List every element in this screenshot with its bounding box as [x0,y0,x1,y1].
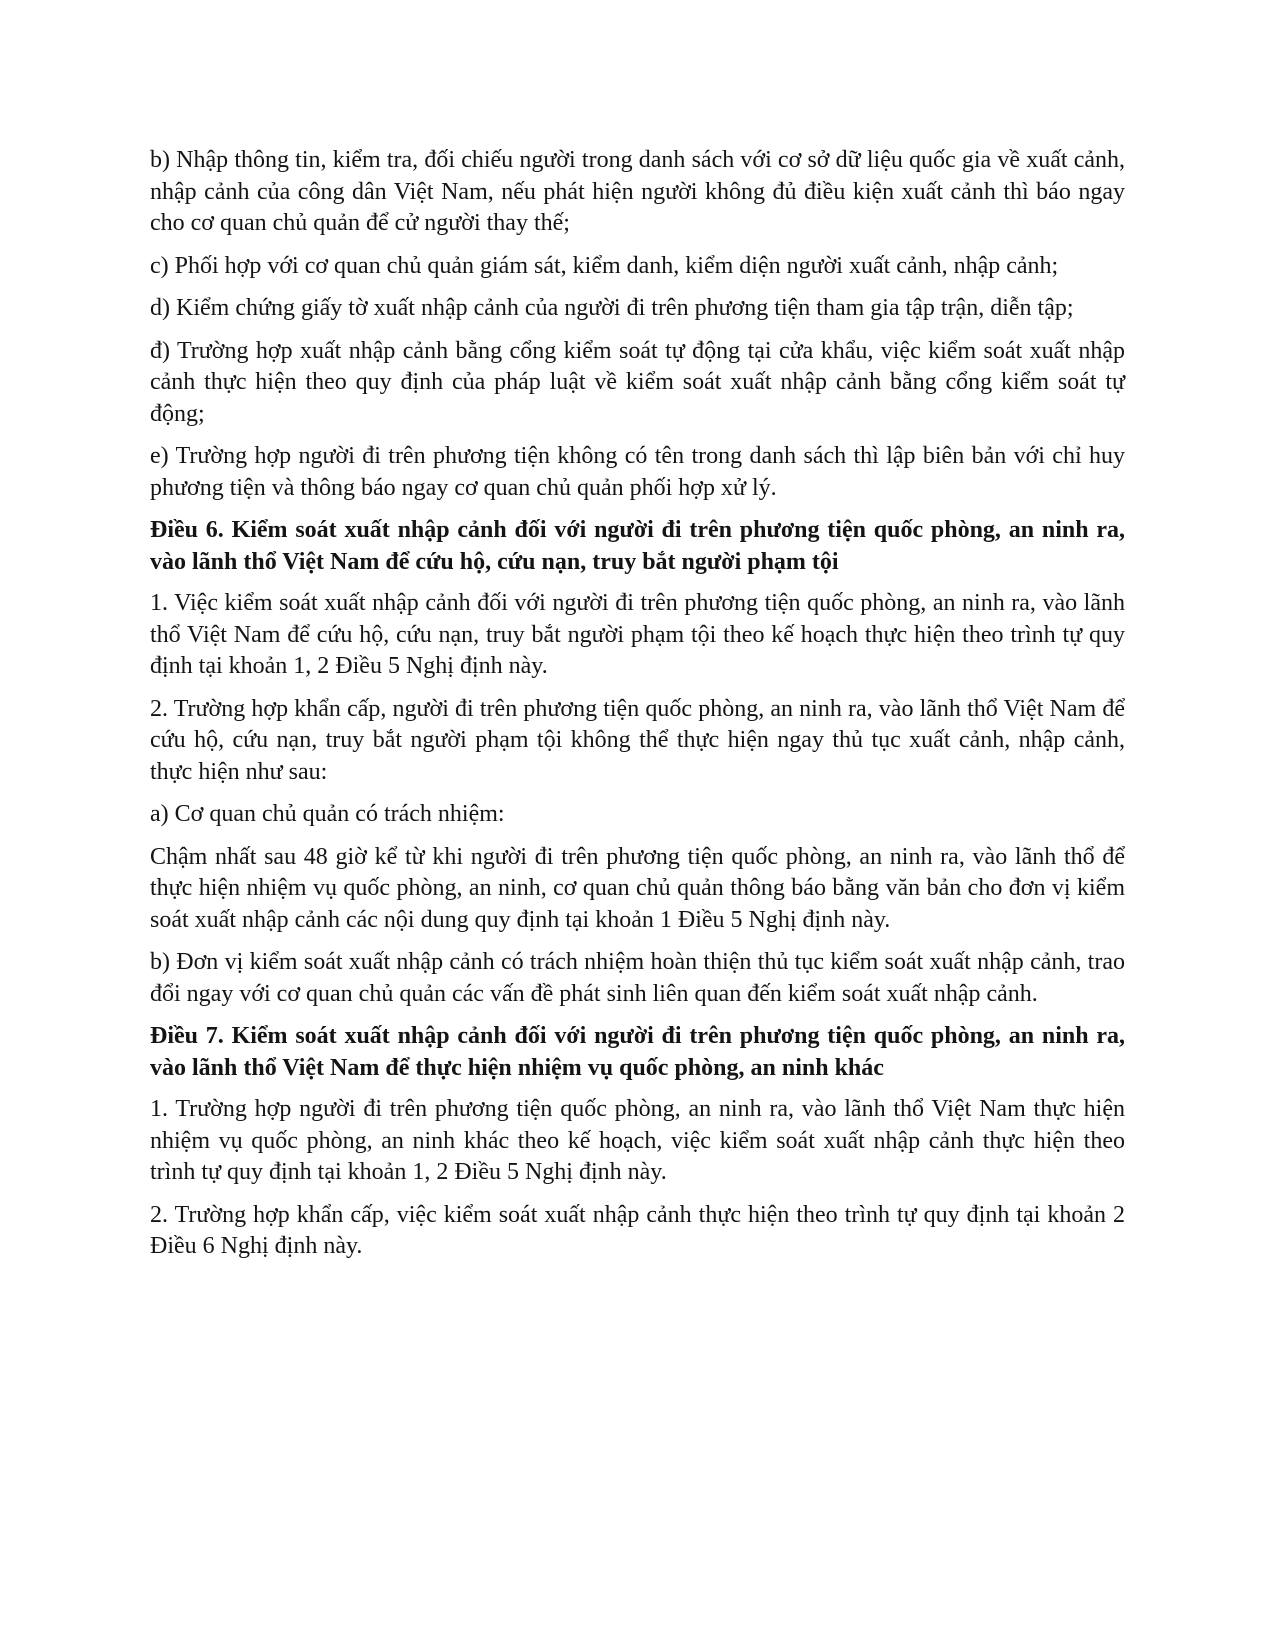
article-6-clause-2: 2. Trường hợp khẩn cấp, người đi trên phương tiện quốc phòng, an ninh ra, vào lãnh thổ Việt Nam để cứu hộ, cứu nạn, truy bắt người phạm tội không thể thực hiện ngay thủ tục xuất cảnh, nhập cảnh, thực hiện như sau: [150,695,1125,785]
article-6-clause-2-a-body: Chậm nhất sau 48 giờ kể từ khi người đi trên phương tiện quốc phòng, an ninh ra, vào lãnh thổ để thực hiện nhiệm vụ quốc phòng, an ninh, cơ quan chủ quản thông báo bằng văn bản cho đơn vị kiểm soát xuất nhập cảnh các nội dung quy định tại khoản 1 Điều 5 Nghị định này. [150,843,1125,933]
paragraph-5-2-c: c) Phối hợp với cơ quan chủ quản giám sát, kiểm danh, kiểm diện người xuất cảnh, nhập cảnh; [150,252,1059,279]
article-6-clause-1: 1. Việc kiểm soát xuất nhập cảnh đối với người đi trên phương tiện quốc phòng, an ninh ra, vào lãnh thổ Việt Nam để cứu hộ, cứu nạn, truy bắt người phạm tội theo kế hoạch thực hiện theo trình tự quy định tại khoản 1, 2 Điều 5 Nghị định này. [150,590,1125,679]
article-7-heading: Điều 7. Kiểm soát xuất nhập cảnh đối với người đi trên phương tiện quốc phòng, an ninh ra, vào lãnh thổ Việt Nam để thực hiện nhiệm vụ quốc phòng, an ninh khác [150,1023,1125,1081]
article-6-heading: Điều 6. Kiểm soát xuất nhập cảnh đối với người đi trên phương tiện quốc phòng, an ninh ra, vào lãnh thổ Việt Nam để cứu hộ, cứu nạn, truy bắt người phạm tội [150,517,1125,575]
article-7-clause-2: 2. Trường hợp khẩn cấp, việc kiểm soát xuất nhập cảnh thực hiện theo trình tự quy định tại khoản 2 Điều 6 Nghị định này. [150,1201,1125,1259]
paragraph-5-2-e: e) Trường hợp người đi trên phương tiện không có tên trong danh sách thì lập biên bản với chỉ huy phương tiện và thông báo ngay cơ quan chủ quản phối hợp xử lý. [150,443,1125,501]
paragraph-5-2-d: d) Kiểm chứng giấy tờ xuất nhập cảnh của người đi trên phương tiện tham gia tập trận, diễn tập; [150,295,1074,321]
article-6-clause-2-b: b) Đơn vị kiểm soát xuất nhập cảnh có trách nhiệm hoàn thiện thủ tục kiểm soát xuất nhập cảnh, trao đổi ngay với cơ quan chủ quản các vấn đề phát sinh liên quan đến kiểm soát xuất nhập cảnh. [150,949,1125,1007]
article-6-clause-2-a: a) Cơ quan chủ quản có trách nhiệm: [150,801,505,827]
document-page [150,145,1125,1274]
paragraph-5-2-b: b) Nhập thông tin, kiểm tra, đối chiếu người trong danh sách với cơ sở dữ liệu quốc gia về xuất cảnh, nhập cảnh của công dân Việt Nam, nếu phát hiện người không đủ điều kiện xuất cảnh thì báo ngay cho cơ quan chủ quản để cử người thay thế; [150,147,1125,236]
article-7-clause-1: 1. Trường hợp người đi trên phương tiện quốc phòng, an ninh ra, vào lãnh thổ Việt Nam thực hiện nhiệm vụ quốc phòng, an ninh khác theo kế hoạch, việc kiểm soát xuất nhập cảnh thực hiện theo trình tự quy định tại khoản 1, 2 Điều 5 Nghị định này. [150,1096,1125,1185]
paragraph-5-2-dd: đ) Trường hợp xuất nhập cảnh bằng cổng kiểm soát tự động tại cửa khẩu, việc kiểm soát xuất nhập cảnh thực hiện theo quy định của pháp luật về kiểm soát xuất nhập cảnh bằng cổng kiểm soát tự động; [150,337,1125,427]
